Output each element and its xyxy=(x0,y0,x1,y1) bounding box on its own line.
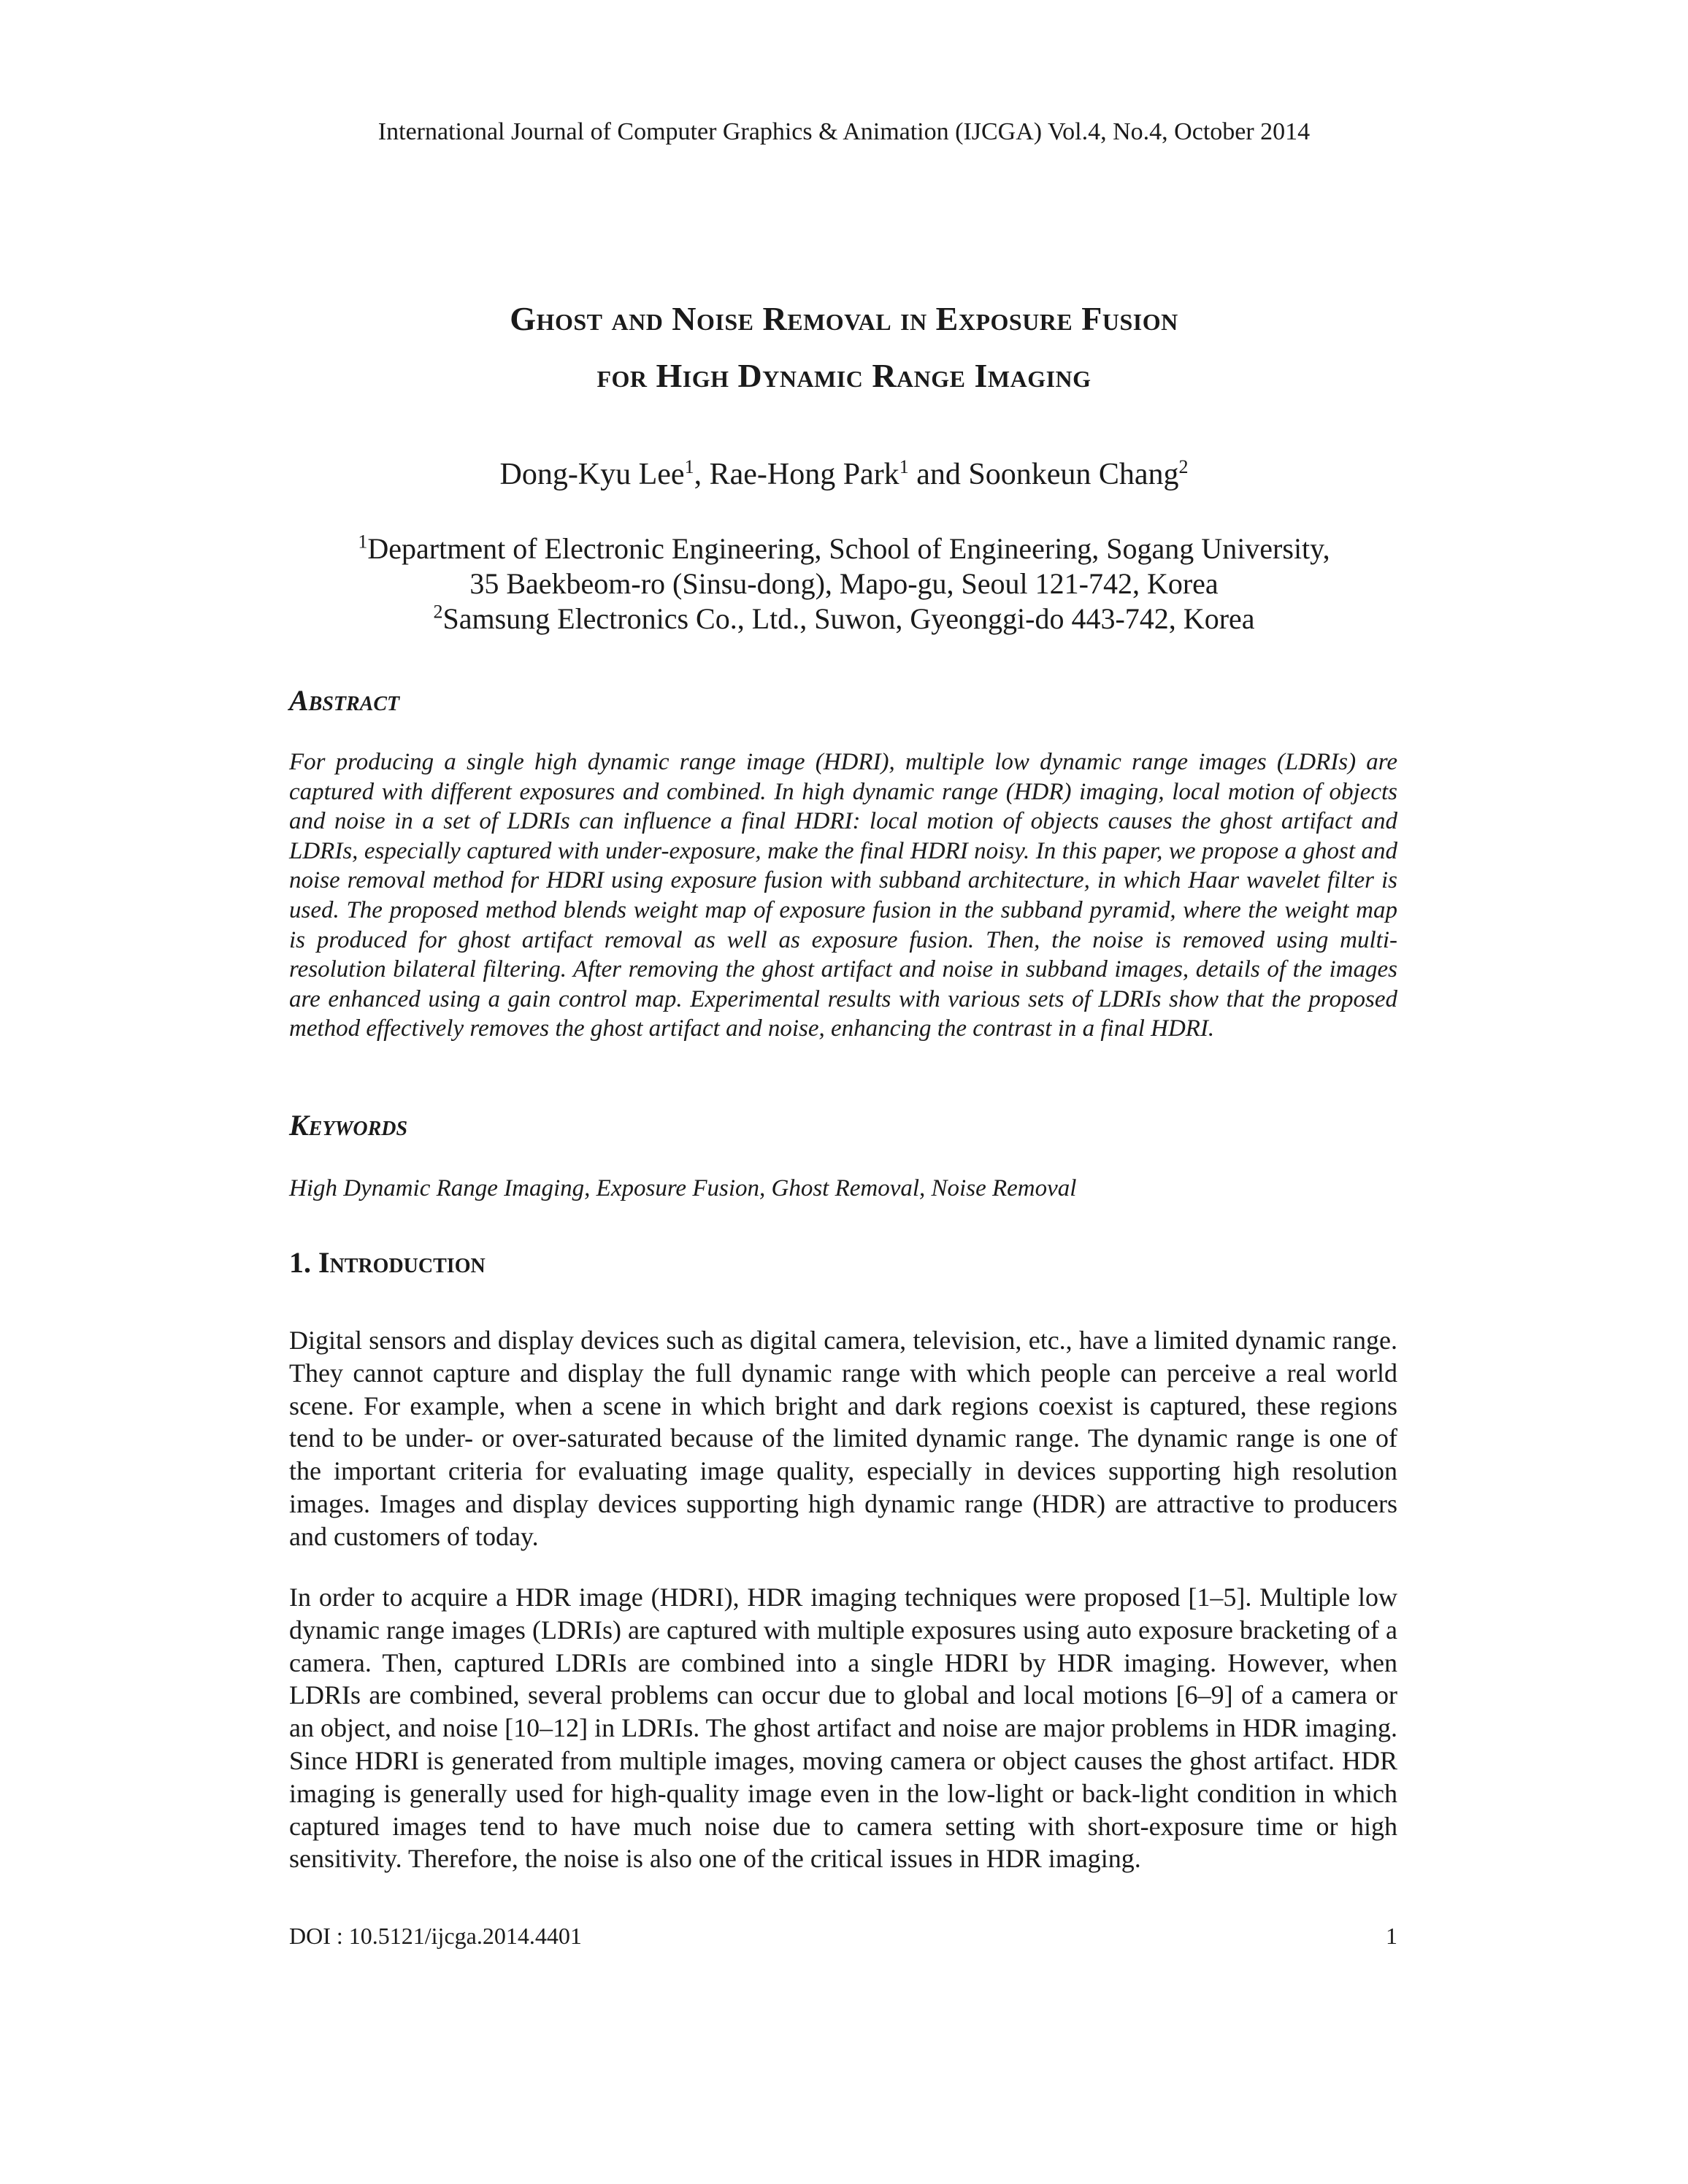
affiliation-marker: 1 xyxy=(899,456,909,477)
page-number: 1 xyxy=(1386,1923,1397,1949)
affiliation-1-line-2: 35 Baekbeom-ro (Sinsu-dong), Mapo-gu, Seoul 121-742, Korea xyxy=(469,567,1219,600)
affiliation-marker: 1 xyxy=(358,531,368,553)
author-name: Rae-Hong Park xyxy=(709,458,899,491)
author-name: Soonkeun Chang xyxy=(968,458,1179,491)
abstract-text: For producing a single high dynamic range image (HDRI), multiple low dynamic range images (LDRIs) are captured with different exposures and combined. In high dynamic range (HDR) imaging, local motion of objects and noise in a set of LDRIs can influence a final HDRI: local motion of objects causes the ghost artifact and LDRIs, especially captured with under-exposure, make the final HDRI noisy. In this paper, we propose a ghost and noise removal method for HDRI using exposure fusion with subband architecture, in which Haar wavelet filter is used. The proposed method blends weight map of exposure fusion in the subband pyramid, where the weight map is produced for ghost artifact removal as well as exposure fusion. Then, the noise is removed using multi-resolution bilateral filtering. After removing the ghost artifact and noise in subband images, details of the images are enhanced using a gain control map. Experimental results with various sets of LDRIs show that the proposed method effectively removes the ghost artifact and noise, enhancing the contrast in a final HDRI. xyxy=(289,749,1397,1042)
introduction-paragraph-1: Digital sensors and display devices such as digital camera, television, etc., have a limited dynamic range. They cannot capture and display the full dynamic range with which people can perceive a real world scene. For example, when a scene in which bright and dark regions coexist is captured, these regions tend to be under- or over-saturated because of the limited dynamic range. The dynamic range is one of the important criteria for evaluating image quality, especially in devices supporting high resolution images. Images and display devices supporting high dynamic range (HDR) are attractive to producers and customers of today. xyxy=(289,1326,1397,1551)
abstract-heading: Abstract xyxy=(289,684,400,717)
affiliation-marker: 2 xyxy=(433,601,443,623)
author-list xyxy=(0,454,1688,495)
paper-title xyxy=(146,291,1542,404)
author-name: Dong-Kyu Lee xyxy=(499,458,685,491)
author-separator: , xyxy=(694,458,710,491)
introduction-heading: 1. Introduction xyxy=(289,1246,486,1279)
author-separator: and xyxy=(908,458,969,491)
title-line-1: Ghost and Noise Removal in Exposure Fusion xyxy=(510,300,1178,337)
affiliation-marker: 2 xyxy=(1178,456,1189,477)
keywords-heading: Keywords xyxy=(289,1109,408,1142)
affiliation-marker: 1 xyxy=(684,456,694,477)
introduction-paragraph-2: In order to acquire a HDR image (HDRI), HDR imaging techniques were proposed [1–5]. Multiple low dynamic range images (LDRIs) are captured with multiple exposures using auto exposure bracketing of a camera. Then, captured LDRIs are combined into a single HDRI by HDR imaging. However, when LDRIs are combined, several problems can occur due to global and local motions [6–9] of a camera or an object, and noise [10–12] in LDRIs. The ghost artifact and noise are major problems in HDR imaging. Since HDRI is generated from multiple images, moving camera or object causes the ghost artifact. HDR imaging is generally used for high-quality image even in the low-light or back-light condition in which captured images tend to have much noise due to camera setting with short-exposure time or high sensitivity. Therefore, the noise is also one of the critical issues in HDR imaging. xyxy=(289,1583,1397,1874)
affiliation-1-line-1: $^1$Department of Electronic Engineering, School of Engineering, Sogang University, xyxy=(358,531,1330,565)
title-line-2: for High Dynamic Range Imaging xyxy=(596,357,1092,394)
running-header: International Journal of Computer Graphics & Animation (IJCGA) Vol.4, No.4, October 2014 xyxy=(377,118,1311,145)
affiliation-2: $^2$Samsung Electronics Co., Ltd., Suwon, Gyeonggi-do 443-742, Korea xyxy=(433,601,1255,635)
doi-footer: DOI : 10.5121/ijcga.2014.4401 xyxy=(289,1923,582,1949)
affiliations xyxy=(146,531,1542,637)
keywords-text: High Dynamic Range Imaging, Exposure Fusion, Ghost Removal, Noise Removal xyxy=(289,1175,1077,1201)
